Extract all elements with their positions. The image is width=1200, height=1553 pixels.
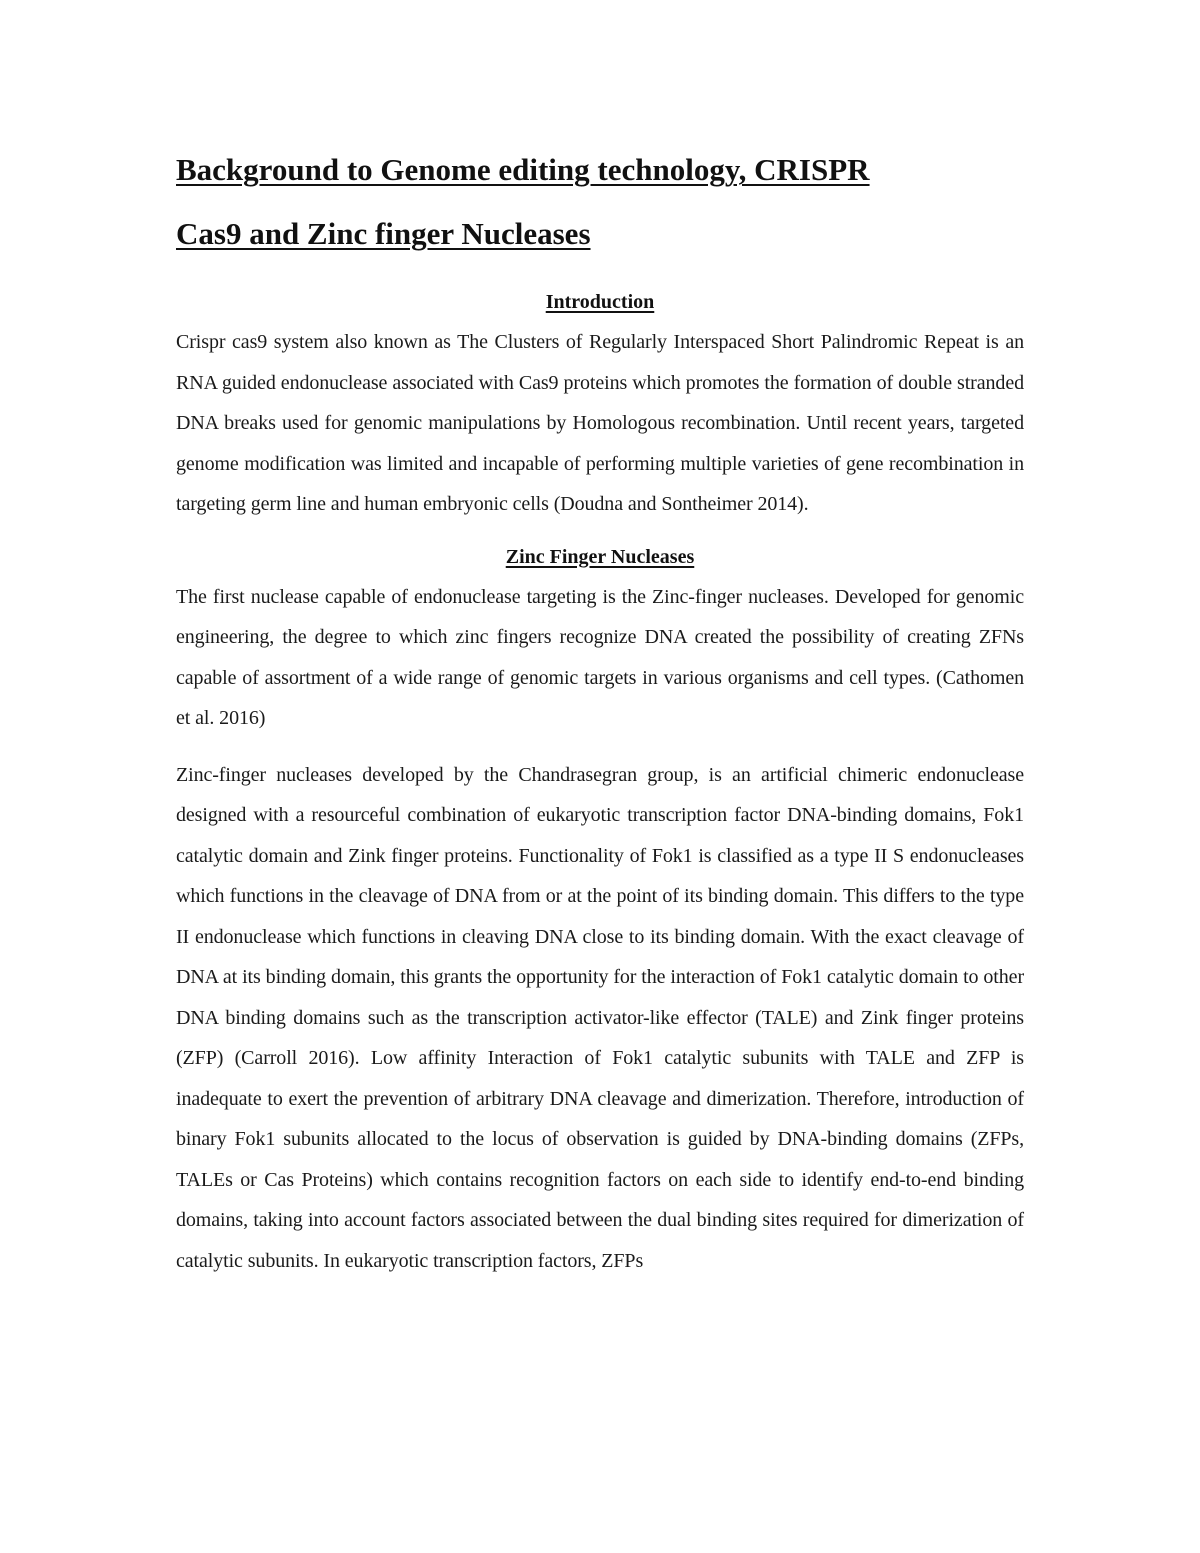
introduction-heading: Introduction — [545, 291, 655, 313]
zinc-finger-paragraph-2: Zinc-finger nucleases developed by the Chandrasegran group, is an artificial chimeric endonuclease designed with a resourceful combination of eukaryotic transcription factor DNA-binding domains, Fok1 catalytic domain and Zink finger proteins. Functionality of Fok1 is classified as a type II S endonucleases which functions in the cleavage of DNA from or at the point of its binding domain. This differs to the type II endonuclease which functions in cleaving DNA close to its binding domain. With the exact cleavage of DNA at its binding domain, this grants the opportunity for the interaction of Fok1 catalytic domain to other DNA binding domains such as the transcription activator-like effector (TALE) and Zink finger proteins (ZFP) (Carroll 2016). Low affinity Interaction of Fok1 catalytic subunits with TALE and ZFP is inadequate to exert the prevention of arbitrary DNA cleavage and dimerization. Therefore, introduction of binary Fok1 subunits allocated to the locus of observation is guided by DNA-binding domains (ZFPs, TALEs or Cas Proteins) which contains recognition factors on each side to identify end-to-end binding domains, taking into account factors associated between the dual binding sites required for dimerization of catalytic subunits. In eukaryotic transcription factors, ZFPs — [176, 763, 1024, 1272]
zinc-finger-heading: Zinc Finger Nucleases — [505, 545, 695, 568]
document-title — [176, 138, 1024, 266]
document-title-line-2: Cas9 and Zinc finger Nucleases — [176, 216, 591, 251]
document-title-line-1: Background to Genome editing technology, CRISPR — [176, 152, 870, 187]
zinc-finger-paragraph-1: The first nuclease capable of endonuclease targeting is the Zinc-finger nucleases. Developed for genomic engineering, the degree to which zinc fingers recognize DNA created the possibility of creating ZFNs capable of assortment of a wide range of genomic targets in various organisms and cell types. (Cathomen et al. 2016) — [176, 585, 1024, 729]
document-page — [176, 138, 1024, 1281]
introduction-paragraph: Crispr cas9 system also known as The Clusters of Regularly Interspaced Short Palindromic Repeat is an RNA guided endonuclease associated with Cas9 proteins which promotes the formation of double stranded DNA breaks used for genomic manipulations by Homologous recombination. Until recent years, targeted genome modification was limited and incapable of performing multiple varieties of gene recombination in targeting germ line and human embryonic cells (Doudna and Sontheimer 2014). — [176, 331, 1024, 515]
